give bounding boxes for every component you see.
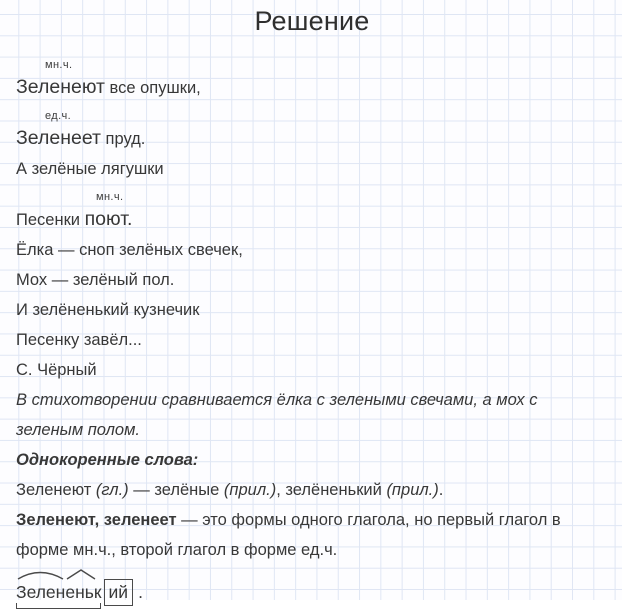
morpheme-marks <box>16 568 100 580</box>
analysis-block <box>16 385 608 565</box>
grammar-annotation: мн.ч. <box>96 191 124 203</box>
poem-line-group-2 <box>16 103 608 154</box>
poem-line: Мох — зелёный пол. <box>16 271 175 289</box>
analyzed-word <box>16 579 102 605</box>
grammar-annotation: мн.ч. <box>45 59 73 71</box>
poem-line-group-4 <box>16 184 608 235</box>
pos-label: (прил.) <box>386 481 439 499</box>
poem-line-group-1 <box>16 52 608 103</box>
poem-line: И зелёненький кузнечик <box>16 301 200 319</box>
cognate-word: — зелёные <box>128 481 224 499</box>
poem-block <box>16 52 608 385</box>
poem-line <box>16 72 608 103</box>
stem-underline-icon <box>16 603 101 609</box>
poem-line <box>16 204 608 235</box>
word-analysis-row <box>16 579 608 606</box>
grammar-annotation: ед.ч. <box>45 110 72 122</box>
pos-label: (прил.) <box>223 481 277 499</box>
poem-line <box>16 123 608 154</box>
forms-paragraph <box>16 505 608 565</box>
word-stem: Зелененьк <box>16 582 102 602</box>
cognate-word: Зеленеют <box>16 481 96 499</box>
line-rest: все опушки, <box>104 79 201 97</box>
line-rest: пруд. <box>100 130 146 148</box>
period-text: . <box>138 582 143 602</box>
root-arc-icon <box>18 573 63 580</box>
suffix-caret-icon <box>67 570 95 579</box>
forms-rest: — это формы одного глагола, но первый глагол в форме мн.ч., второй глагол в форме ед.ч. <box>16 511 561 559</box>
poem-line: Ёлка — сноп зелёных свечек, <box>16 241 243 259</box>
page-title: Решение <box>254 6 370 36</box>
pos-label: (гл.) <box>95 481 129 499</box>
poem-author: С. Чёрный <box>16 361 97 379</box>
annotated-word: поют. <box>84 208 133 230</box>
cognates-heading: Однокоренные слова: <box>16 451 199 469</box>
cognates-line <box>16 475 608 505</box>
comparison-paragraph: В стихотворении сравнивается ёлка с зелеными свечами, а мох с зеленым полом. <box>16 391 538 439</box>
cognate-word: , зелёненький <box>276 481 387 499</box>
line-pre: Песенки <box>16 211 85 229</box>
forms-bold-words: Зеленеют, зеленеет <box>16 511 177 529</box>
annotated-word: Зеленеют <box>16 76 105 98</box>
poem-line: Песенку завёл... <box>16 331 142 349</box>
ending-box: ий <box>104 579 134 606</box>
annotated-word: Зеленеет <box>16 127 101 149</box>
poem-line: А зелёные лягушки <box>16 160 164 178</box>
sentence-period: . <box>438 481 444 499</box>
